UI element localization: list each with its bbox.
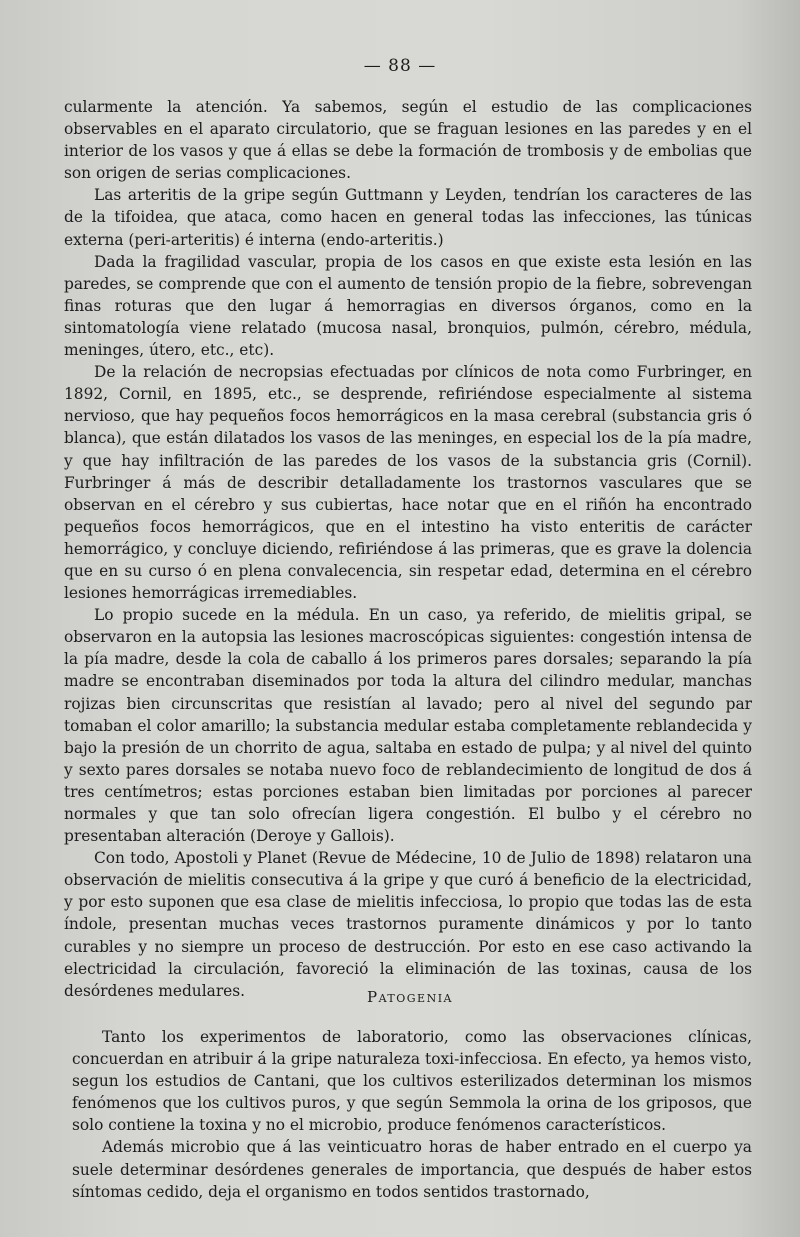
main-text-block [64,96,752,1002]
page-number: — 88 — [363,56,437,76]
section-heading: Patogenia [366,988,454,1006]
paragraph: Las arteritis de la gripe según Guttmann y Leyden, tendrían los caracteres de las de la tifoidea, que ataca, como hacen en general todas las infecciones, las túnicas externa (peri-arteritis) é interna (endo-arteritis.) [64,186,752,249]
section-text-block [72,1026,752,1203]
paragraph: Lo propio sucede en la médula. En un caso, ya referido, de mielitis gripal, se observaron en la autopsia las lesiones macroscópicas siguientes: congestión intensa de la pía madre, desde la cola de caballo á los primeros pares dorsales; separando la pía madre se encontraban diseminados por toda la altura del cilindro medular, manchas rojizas bien circunscritas que resistían al lavado; pero al nivel del segundo par tomaban el color amarillo; la substancia medular estaba completamente reblandecida y bajo la presión de un chorrito de agua, saltaba en estado de pulpa; y al nivel del quinto y sexto pares dorsales se notaba nuevo foco de reblandecimiento de longitud de dos á tres centímetros; estas porciones estaban bien limitadas por porciones al parecer normales y que tan solo ofrecían ligera congestión. El bulbo y el cérebro no presentaban alteración (Deroye y Gallois). [64,606,752,846]
paragraph: De la relación de necropsias efectuadas por clínicos de nota como Furbringer, en 1892, Cornil, en 1895, etc., se desprende, refiriéndose especialmente al sistema nervioso, que hay pequeños focos hemorrágicos en la masa cerebral (substancia gris ó blanca), que están dilatados los vasos de las meninges, en especial los de la pía madre, y que hay infiltración de las paredes de los vasos de la substancia gris (Cornil). Furbringer á más de describir detalladamente los trastornos vasculares que se observan en el cérebro y sus cubiertas, hace notar que en el riñón ha encontrado pequeños focos hemorrágicos, que en el intestino ha visto enteritis de carácter hemorrágico, y concluye diciendo, refiriéndose á las primeras, que es grave la dolencia que en su curso ó en plena convalecencia, sin respetar edad, determina en el cérebro lesiones hemorrágicas irremediables. [64,363,752,603]
paragraph: cularmente la atención. Ya sabemos, según el estudio de las complicaciones observables en el aparato circulatorio, que se fraguan lesiones en las paredes y en el interior de los vasos y que á ellas se debe la formación de trombosis y de embolias que son origen de serias complicaciones. [64,98,752,183]
paragraph: Tanto los experimentos de laboratorio, como las observaciones clínicas, concuerdan en atribuir á la gripe naturaleza toxi-infecciosa. En efecto, ya hemos visto, segun los estudios de Cantani, que los cultivos esterilizados determinan los mismos fenómenos que los cultivos puros, y que según Semmola la orina de los griposos, que solo contiene la toxina y no el microbio, produce fenómenos característicos. [72,1028,752,1135]
paragraph: Con todo, Apostoli y Planet (Revue de Médecine, 10 de Julio de 1898) relataron una observación de mielitis consecutiva á la gripe y que curó á beneficio de la electricidad, y por esto suponen que esa clase de mielitis infecciosa, lo propio que todas las de esta índole, presentan muchas veces trastornos puramente dinámicos y por lo tanto curables y no siempre un proceso de destrucción. Por esto en ese caso activando la electricidad la circulación, favoreció la eliminación de las toxinas, causa de los desórdenes medulares. [64,849,752,1000]
paragraph: Dada la fragilidad vascular, propia de los casos en que existe esta lesión en las paredes, se comprende que con el aumento de tensión propio de la fiebre, sobrevengan finas roturas que den lugar á hemorragias en diversos órganos, como en la sintomatología viene relatado (mucosa nasal, bronquios, pulmón, cérebro, médula, meninges, útero, etc., etc). [64,252,752,360]
paragraph: Además microbio que á las veinticuatro horas de haber entrado en el cuerpo ya suele determinar desórdenes generales de importancia, que después de haber estos síntomas cedido, deja el organismo en todos sentidos trastornado, [72,1138,752,1201]
